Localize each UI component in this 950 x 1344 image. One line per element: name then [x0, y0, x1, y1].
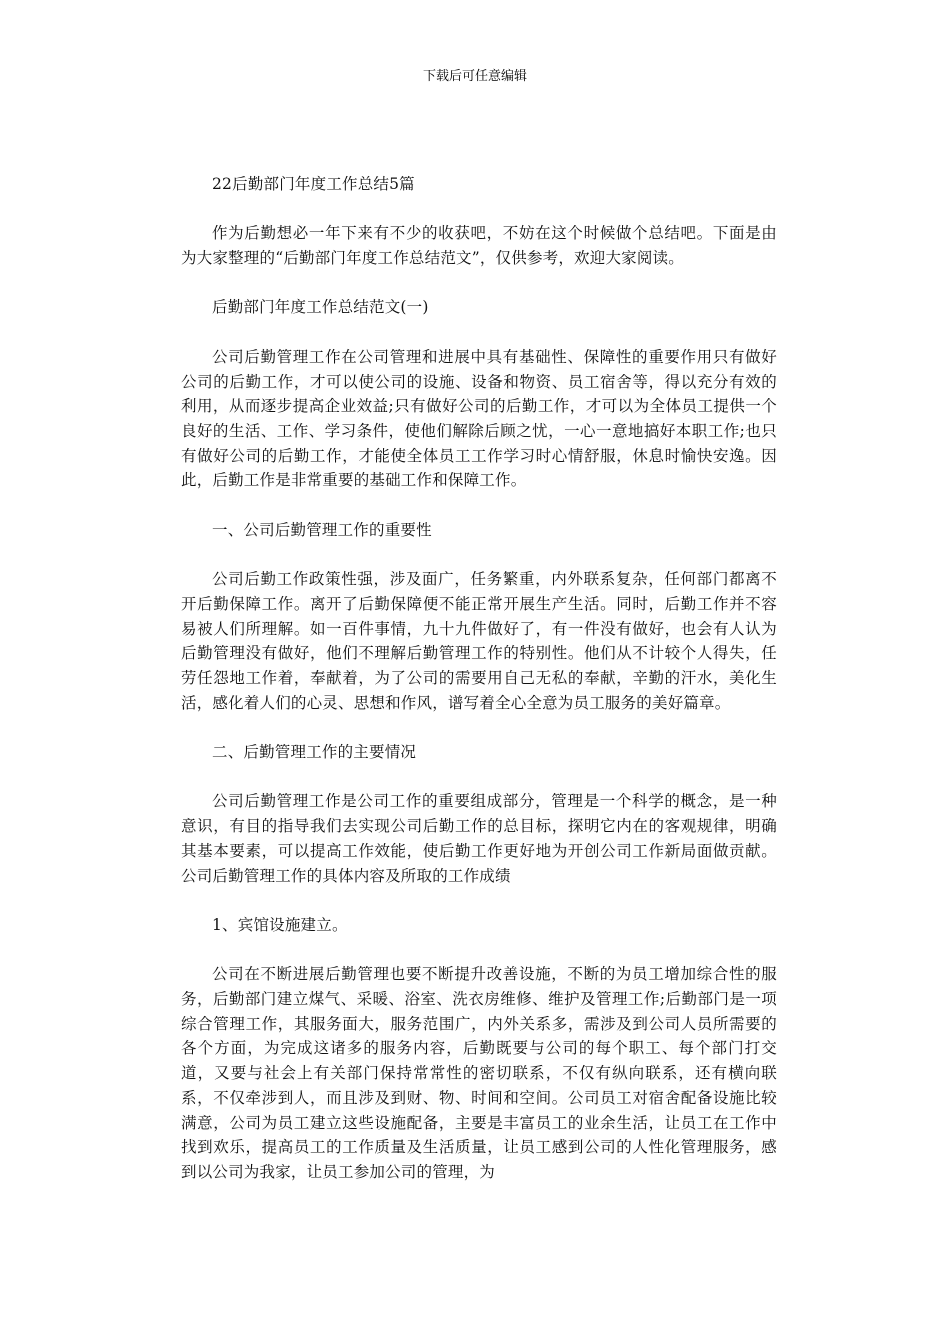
- heading-hotel-facilities: 1、宾馆设施建立。: [212, 915, 348, 934]
- heading-main-situation: 二、后勤管理工作的主要情况: [212, 743, 417, 762]
- intro-paragraph: 作为后勤想必一年下来有不少的收获吧，不妨在这个时候做个总结吧。下面是由为大家整理的“后勤部门年度工作总结范文”，仅供参考，欢迎大家阅读。: [181, 224, 777, 268]
- download-note: 下载后可任意编辑: [422, 69, 527, 84]
- section-title: 后勤部门年度工作总结范文(一): [212, 298, 429, 317]
- paragraph-1: 公司后勤管理工作在公司管理和进展中具有基础性、保障性的重要作用只有做好公司的后勤工作，才可以使公司的设施、设备和物资、员工宿舍等，得以充分有效的利用，从而逐步提高企业效益;只有做好公司的后勤工作，才可以为全体员工提供一个良好的生活、工作、学习条件，使他们解除后顾之忧，一心一意地搞好本职工作;也只有做好公司的后勤工作，才能使全体员工工作学习时心情舒服，休息时愉快安逸。因此，后勤工作是非常重要的基础工作和保障工作。: [181, 347, 777, 490]
- paragraph-2: 公司后勤工作政策性强，涉及面广，任务繁重，内外联系复杂，任何部门都离不开后勤保障工作。离开了后勤保障便不能正常开展生产生活。同时，后勤工作并不容易被人们所理解。如一百件事情，九十九件做好了，有一件没有做好，也会有人认为后勤管理没有做好，他们不理解后勤管理工作的特别性。他们从不计较个人得失，任劳任怨地工作着，奉献着，为了公司的需要用自己无私的奉献，辛勤的汗水，美化生活，感化着人们的心灵、思想和作风，谱写着全心全意为员工服务的美好篇章。: [181, 570, 777, 712]
- heading-importance: 一、公司后勤管理工作的重要性: [212, 520, 432, 539]
- document-title: 22后勤部门年度工作总结5篇: [212, 175, 415, 193]
- paragraph-4: 公司在不断进展后勤管理也要不断提升改善设施，不断的为员工增加综合性的服务，后勤部门建立煤气、采暖、浴室、洗衣房维修、维护及管理工作;后勤部门是一项综合管理工作，其服务面大，服务范围广，内外关系多，需涉及到公司人员所需要的各个方面，为完成这诸多的服务内容，后勤既要与公司的每个职工、每个部门打交道，又要与社会上有关部门保持常常性的密切联系，不仅有纵向联系，还有横向联系，不仅牵涉到人，而且涉及到财、物、时间和空间。公司员工对宿舍配备设施比较满意，公司为员工建立这些设施配备，主要是丰富员工的业余生活，让员工在工作中找到欢乐，提高员工的工作质量及生活质量，让员工感到公司的人性化管理服务，感到以公司为我家，让员工参加公司的管理，为: [181, 965, 777, 1181]
- paragraph-3: 公司后勤管理工作是公司工作的重要组成部分，管理是一个科学的概念，是一种意识，有目的指导我们去实现公司后勤工作的总目标，探明它内在的客观规律，明确其基本要素，可以提高工作效能，使后勤工作更好地为开创公司工作新局面做贡献。公司后勤管理工作的具体内容及所取的工作成绩: [181, 792, 777, 885]
- document-body: [181, 172, 777, 1209]
